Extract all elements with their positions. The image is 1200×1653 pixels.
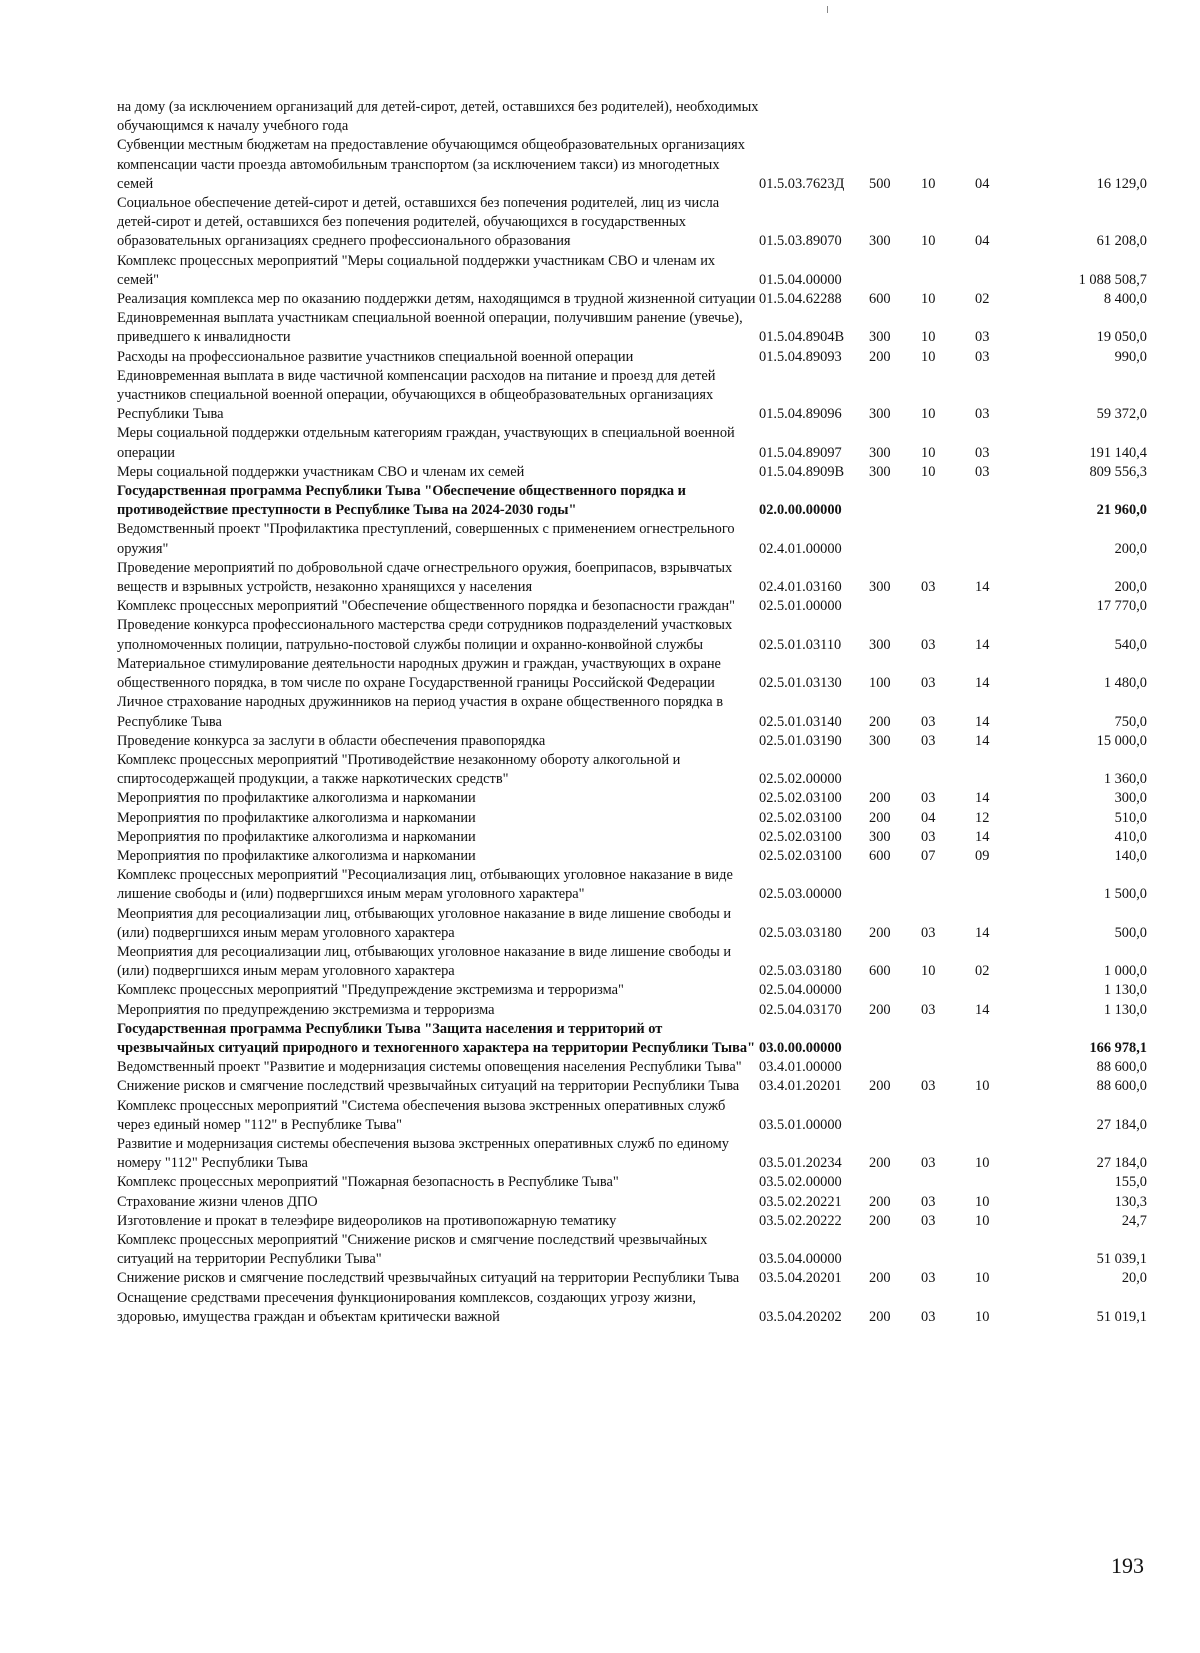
row-expense-type: 200 <box>869 1193 891 1210</box>
row-amount: 59 372,0 <box>1096 406 1147 423</box>
row-amount: 51 019,1 <box>1096 1308 1147 1325</box>
row-section: 10 <box>921 233 936 250</box>
row-name: Оснащение средствами пресечения функционирования комплексов, создающих угрозу жизни, здоровью, имущества граждан и объектам критически важной <box>117 1289 697 1325</box>
row-section: 10 <box>921 463 936 480</box>
table-row <box>117 559 1147 597</box>
row-amount: 1 130,0 <box>1103 1001 1147 1018</box>
row-name: Меры социальной поддержки отдельным категориям граждан, участвующих в специальной военной операции <box>117 425 735 461</box>
row-amount: 21 960,0 <box>1096 502 1147 519</box>
row-section: 10 <box>921 175 936 192</box>
row-code: 02.5.04.00000 <box>759 982 842 999</box>
row-code: 01.5.03.89070 <box>759 233 842 250</box>
table-row <box>117 1058 1147 1077</box>
row-subsection <box>975 981 1033 1000</box>
row-subsection <box>975 520 1033 558</box>
row-section: 03 <box>921 790 936 807</box>
row-code: 01.5.04.89097 <box>759 444 842 461</box>
row-code: 02.5.03.03180 <box>759 963 842 980</box>
row-name: Проведение конкурса профессионального мастерства среди сотрудников подразделений участковых уполномоченных полиции, патрульно-постовой службы полиции и охранно-конвойной службы <box>117 617 733 653</box>
table-row <box>117 290 1147 309</box>
row-subsection: 14 <box>975 924 990 941</box>
row-section: 10 <box>921 963 936 980</box>
row-subsection: 02 <box>975 291 990 308</box>
row-section: 03 <box>921 1270 936 1287</box>
row-expense-type: 200 <box>869 924 891 941</box>
table-row <box>117 1001 1147 1020</box>
row-name: Комплекс процессных мероприятий "Пожарная безопасность в Республике Тыва" <box>117 1174 619 1191</box>
table-row <box>117 847 1147 866</box>
row-name: Ведомственный проект "Развитие и модернизация системы оповещения населения Республики Тыва" <box>117 1059 742 1076</box>
row-name: Комплекс процессных мероприятий "Противодействие незаконному обороту алкогольной и спиртосодержащей продукции, а также наркотических средств" <box>117 751 681 788</box>
row-code: 03.5.02.00000 <box>759 1174 842 1191</box>
row-expense-type <box>869 597 921 616</box>
row-amount: 27 184,0 <box>1096 1155 1147 1172</box>
row-code: 03.4.01.20201 <box>759 1078 842 1095</box>
row-subsection: 03 <box>975 348 990 365</box>
row-section <box>921 1058 975 1077</box>
row-expense-type: 200 <box>869 1078 891 1095</box>
row-section: 03 <box>921 732 936 749</box>
budget-table <box>117 98 1147 1327</box>
row-section: 03 <box>921 1078 936 1095</box>
row-code: 02.4.01.00000 <box>759 540 842 557</box>
row-subsection: 14 <box>975 636 990 653</box>
row-section: 03 <box>921 579 936 596</box>
row-expense-type <box>869 482 921 520</box>
row-code: 02.5.03.03180 <box>759 924 842 941</box>
row-code: 02.5.02.03100 <box>759 828 842 845</box>
row-section <box>921 98 975 136</box>
row-amount: 24,7 <box>1121 1212 1147 1229</box>
row-subsection <box>975 1097 1033 1135</box>
row-expense-type: 300 <box>869 233 891 250</box>
row-amount: 809 556,3 <box>1089 463 1147 480</box>
row-expense-type: 300 <box>869 828 891 845</box>
row-amount: 1 130,0 <box>1103 982 1147 999</box>
row-name: Меры социальной поддержки участникам СВО и членам их семей <box>117 463 525 480</box>
row-subsection: 10 <box>975 1308 990 1325</box>
row-expense-type <box>869 1173 921 1192</box>
row-amount: 200,0 <box>1114 579 1147 596</box>
row-name: Изготовление и прокат в телеэфире видеороликов на противопожарную тематику <box>117 1212 617 1229</box>
row-subsection: 14 <box>975 675 990 692</box>
row-subsection: 10 <box>975 1193 990 1210</box>
row-name: Комплекс процессных мероприятий "Обеспечение общественного порядка и безопасности граждан" <box>117 598 735 615</box>
row-section <box>921 252 975 290</box>
row-amount: 200,0 <box>1114 540 1147 557</box>
row-expense-type: 600 <box>869 291 891 308</box>
row-name: Страхование жизни членов ДПО <box>117 1193 318 1210</box>
table-row <box>117 348 1147 367</box>
table-row <box>117 905 1147 943</box>
row-code: 02.5.01.00000 <box>759 598 842 615</box>
table-row <box>117 1193 1147 1212</box>
row-amount: 140,0 <box>1114 847 1147 864</box>
row-expense-type <box>869 1231 921 1269</box>
row-subsection <box>975 1173 1033 1192</box>
row-name: Материальное стимулирование деятельности народных дружин и граждан, участвующих в охране общественного порядка, в том числе по охране Государственной границы Российской Федерации <box>117 655 721 692</box>
row-amount: 750,0 <box>1114 713 1147 730</box>
row-expense-type: 200 <box>869 790 891 807</box>
table-row <box>117 463 1147 482</box>
row-amount: 19 050,0 <box>1096 329 1147 346</box>
row-code: 02.5.02.03100 <box>759 809 842 826</box>
row-expense-type: 300 <box>869 732 891 749</box>
row-subsection <box>975 866 1033 904</box>
row-code: 02.5.01.03190 <box>759 732 842 749</box>
budget-table-body <box>117 98 1147 1327</box>
row-section <box>921 751 975 789</box>
row-expense-type <box>869 981 921 1000</box>
row-expense-type: 600 <box>869 847 891 864</box>
row-section: 10 <box>921 291 936 308</box>
row-amount: 300,0 <box>1114 790 1147 807</box>
row-expense-type <box>869 1097 921 1135</box>
row-subsection: 03 <box>975 406 990 423</box>
row-subsection: 14 <box>975 579 990 596</box>
row-section: 03 <box>921 1308 936 1325</box>
row-subsection: 14 <box>975 828 990 845</box>
table-row <box>117 1212 1147 1231</box>
row-expense-type <box>869 1058 921 1077</box>
row-name: Личное страхование народных дружинников на период участия в охране общественного порядка в Республике Тыва <box>117 694 724 730</box>
row-subsection <box>975 1231 1033 1269</box>
row-subsection: 14 <box>975 790 990 807</box>
row-section <box>921 981 975 1000</box>
row-section: 03 <box>921 675 936 692</box>
row-subsection <box>975 482 1033 520</box>
row-expense-type: 600 <box>869 963 891 980</box>
table-row <box>117 616 1147 654</box>
row-code: 02.5.02.03100 <box>759 790 842 807</box>
table-row <box>117 655 1147 693</box>
table-row <box>117 597 1147 616</box>
row-amount: 61 208,0 <box>1096 233 1147 250</box>
row-amount: 1 360,0 <box>1103 771 1147 788</box>
table-row <box>117 482 1147 520</box>
row-section: 03 <box>921 1001 936 1018</box>
row-name: Государственная программа Республики Тыва "Обеспечение общественного порядка и противодействие преступности в Республике Тыва на 2024-2030 годы" <box>117 483 686 519</box>
row-code: 03.0.00.00000 <box>759 1039 842 1056</box>
row-expense-type: 300 <box>869 444 891 461</box>
row-section <box>921 597 975 616</box>
row-subsection: 03 <box>975 463 990 480</box>
row-subsection: 10 <box>975 1212 990 1229</box>
row-section <box>921 866 975 904</box>
row-amount: 130,3 <box>1114 1193 1147 1210</box>
table-row <box>117 1231 1147 1269</box>
row-subsection: 14 <box>975 1001 990 1018</box>
row-expense-type: 300 <box>869 329 891 346</box>
row-expense-type: 100 <box>869 675 891 692</box>
row-name: Мероприятия по предупреждению экстремизма и терроризма <box>117 1001 495 1018</box>
row-expense-type: 300 <box>869 636 891 653</box>
row-expense-type: 200 <box>869 1001 891 1018</box>
table-row <box>117 367 1147 425</box>
row-amount: 51 039,1 <box>1096 1251 1147 1268</box>
table-row <box>117 751 1147 789</box>
row-amount: 17 770,0 <box>1096 598 1147 615</box>
row-subsection: 04 <box>975 233 990 250</box>
row-amount: 500,0 <box>1114 924 1147 941</box>
row-name: Комплекс процессных мероприятий "Система обеспечения вызова экстренных оперативных служб через единый номер "112" в Республике Тыва" <box>117 1097 726 1133</box>
table-row <box>117 98 1147 136</box>
row-expense-type: 200 <box>869 1155 891 1172</box>
row-code: 02.5.01.03130 <box>759 675 842 692</box>
row-expense-type: 200 <box>869 809 891 826</box>
row-expense-type: 300 <box>869 463 891 480</box>
row-section: 03 <box>921 1212 936 1229</box>
row-code: 03.4.01.00000 <box>759 1059 842 1076</box>
row-name: Меоприятия для ресоциализации лиц, отбывающих уголовное наказание в виде лишение свободы и (или) подвергшихся иным мерам уголовного характера <box>117 905 732 941</box>
row-subsection: 09 <box>975 847 990 864</box>
table-row <box>117 1135 1147 1173</box>
row-section <box>921 520 975 558</box>
table-row <box>117 732 1147 751</box>
row-code: 01.5.04.8904В <box>759 329 845 346</box>
row-code: 03.5.02.20222 <box>759 1212 842 1229</box>
table-row <box>117 943 1147 981</box>
row-expense-type: 200 <box>869 348 891 365</box>
row-amount: 88 600,0 <box>1096 1078 1147 1095</box>
row-code: 02.5.04.03170 <box>759 1001 842 1018</box>
table-row <box>117 1289 1147 1327</box>
row-expense-type: 200 <box>869 1270 891 1287</box>
row-code: 02.5.01.03110 <box>759 636 842 653</box>
row-amount: 990,0 <box>1114 348 1147 365</box>
row-amount: 88 600,0 <box>1096 1059 1147 1076</box>
table-row <box>117 1020 1147 1058</box>
table-row <box>117 1173 1147 1192</box>
row-amount: 410,0 <box>1114 828 1147 845</box>
row-subsection <box>975 1020 1033 1058</box>
row-name: Проведение мероприятий по добровольной сдаче огнестрельного оружия, боеприпасов, взрывчатых веществ и взрывных устройств, незаконно хранящихся у населения <box>117 559 733 596</box>
row-name: Комплекс процессных мероприятий "Предупреждение экстремизма и терроризма" <box>117 982 624 999</box>
row-expense-type <box>869 751 921 789</box>
row-code: 01.5.03.7623Д <box>759 175 845 192</box>
row-expense-type <box>869 520 921 558</box>
row-subsection <box>975 1058 1033 1077</box>
table-row <box>117 1097 1147 1135</box>
table-row <box>117 828 1147 847</box>
row-section: 10 <box>921 329 936 346</box>
row-name: на дому (за исключением организаций для детей-сирот, детей, оставшихся без родителей), необходимых обучающимся к началу учебного года <box>117 99 759 135</box>
table-row <box>117 809 1147 828</box>
table-row <box>117 693 1147 731</box>
row-subsection <box>975 751 1033 789</box>
row-amount: 1 500,0 <box>1103 886 1147 903</box>
row-expense-type <box>869 1020 921 1058</box>
row-name: Снижение рисков и смягчение последствий чрезвычайных ситуаций на территории Республики Тыва <box>117 1270 740 1287</box>
row-name: Снижение рисков и смягчение последствий чрезвычайных ситуаций на территории Республики Тыва <box>117 1078 740 1095</box>
row-subsection: 10 <box>975 1155 990 1172</box>
row-subsection: 03 <box>975 444 990 461</box>
row-amount: 15 000,0 <box>1096 732 1147 749</box>
row-expense-type: 300 <box>869 406 891 423</box>
row-expense-type: 200 <box>869 1212 891 1229</box>
row-expense-type <box>869 98 921 136</box>
table-row <box>117 520 1147 558</box>
row-code: 02.5.02.03100 <box>759 847 842 864</box>
row-code <box>759 98 869 136</box>
row-name: Реализация комплекса мер по оказанию поддержки детям, находящимся в трудной жизненной ситуации <box>117 291 756 308</box>
row-name: Комплекс процессных мероприятий "Снижение рисков и смягчение последствий чрезвычайных ситуаций на территории Республики Тыва" <box>117 1231 708 1268</box>
row-amount: 1 088 508,7 <box>1078 271 1147 288</box>
scan-mark <box>827 6 828 13</box>
table-row <box>117 1077 1147 1096</box>
table-row <box>117 981 1147 1000</box>
row-section: 07 <box>921 847 936 864</box>
row-code: 01.5.04.89096 <box>759 406 842 423</box>
row-name: Развитие и модернизация системы обеспечения вызова экстренных оперативных служб по единому номеру "112" Республики Тыва <box>117 1135 729 1172</box>
table-row <box>117 252 1147 290</box>
row-name: Ведомственный проект "Профилактика преступлений, совершенных с применением огнестрельного оружия" <box>117 521 735 557</box>
row-expense-type: 300 <box>869 579 891 596</box>
table-row <box>117 136 1147 194</box>
row-name: Социальное обеспечение детей-сирот и детей, оставшихся без попечения родителей, лиц из числа детей-сирот и детей, оставшихся без попечения родителей, обучающихся в государственных образовательных организациях среднего профессионального образования <box>117 195 720 250</box>
row-code: 03.5.04.00000 <box>759 1251 842 1268</box>
row-section: 03 <box>921 1155 936 1172</box>
row-section <box>921 482 975 520</box>
row-subsection: 14 <box>975 713 990 730</box>
row-section <box>921 1231 975 1269</box>
row-amount: 191 140,4 <box>1089 444 1147 461</box>
row-name: Комплекс процессных мероприятий "Ресоциализация лиц, отбывающих уголовное наказание в виде лишение свободы и (или) подвергшихся иным мерам уголовного характера" <box>117 867 733 903</box>
row-expense-type <box>869 252 921 290</box>
row-name: Меоприятия для ресоциализации лиц, отбывающих уголовное наказание в виде лишение свободы и (или) подвергшихся иным мерам уголовного характера <box>117 943 732 980</box>
table-row <box>117 424 1147 462</box>
row-section: 10 <box>921 406 936 423</box>
table-row <box>117 194 1147 252</box>
row-section: 04 <box>921 809 936 826</box>
table-row <box>117 1269 1147 1288</box>
row-name: Государственная программа Республики Тыва "Защита населения и территорий от чрезвычайных ситуаций природного и техногенного характера на территории Республики Тыва" <box>117 1020 756 1056</box>
row-code: 03.5.01.20234 <box>759 1155 842 1172</box>
row-subsection <box>975 252 1033 290</box>
row-name: Проведение конкурса за заслуги в области обеспечения правопорядка <box>117 732 546 749</box>
row-amount <box>1033 98 1147 136</box>
row-code: 03.5.02.20221 <box>759 1193 842 1210</box>
table-row <box>117 789 1147 808</box>
row-code: 02.4.01.03160 <box>759 579 842 596</box>
table-row <box>117 309 1147 347</box>
table-row <box>117 866 1147 904</box>
row-code: 01.5.04.00000 <box>759 271 842 288</box>
row-code: 01.5.04.89093 <box>759 348 842 365</box>
row-subsection <box>975 597 1033 616</box>
row-name: Мероприятия по профилактике алкоголизма и наркомании <box>117 809 476 826</box>
page-number: 193 <box>1111 1553 1144 1578</box>
row-code: 02.5.02.00000 <box>759 771 842 788</box>
row-section: 10 <box>921 444 936 461</box>
row-name: Субвенции местным бюджетам на предоставление обучающимся общеобразовательных организациях компенсации части проезда автомобильным транспортом (за исключением такси) из многодетных семей <box>117 137 745 192</box>
row-code: 02.5.03.00000 <box>759 886 842 903</box>
row-code: 03.5.04.20201 <box>759 1270 842 1287</box>
row-amount: 166 978,1 <box>1089 1039 1147 1056</box>
row-name: Единовременная выплата в виде частичной компенсации расходов на питание и проезд для детей участников специальной военной операции, обучающихся в общеобразовательных организациях Республики Тыва <box>117 367 716 423</box>
row-name: Единовременная выплата участникам специальной военной операции, получившим ранение (увечье), приведшего к инвалидности <box>117 310 743 346</box>
row-amount: 20,0 <box>1121 1270 1147 1287</box>
row-subsection: 14 <box>975 732 990 749</box>
row-section <box>921 1020 975 1058</box>
row-code: 02.0.00.00000 <box>759 502 842 519</box>
row-subsection: 10 <box>975 1078 990 1095</box>
row-expense-type: 500 <box>869 175 891 192</box>
row-amount: 1 000,0 <box>1103 963 1147 980</box>
row-amount: 510,0 <box>1114 809 1147 826</box>
row-section: 03 <box>921 713 936 730</box>
row-name: Мероприятия по профилактике алкоголизма и наркомании <box>117 790 476 807</box>
row-subsection: 12 <box>975 809 990 826</box>
row-expense-type: 200 <box>869 713 891 730</box>
row-code: 02.5.01.03140 <box>759 713 842 730</box>
row-section: 03 <box>921 1193 936 1210</box>
row-section <box>921 1173 975 1192</box>
row-section <box>921 1097 975 1135</box>
row-amount: 155,0 <box>1114 1174 1147 1191</box>
row-subsection: 02 <box>975 963 990 980</box>
row-amount: 540,0 <box>1114 636 1147 653</box>
row-code: 03.5.01.00000 <box>759 1116 842 1133</box>
row-code: 03.5.04.20202 <box>759 1308 842 1325</box>
row-code: 01.5.04.8909В <box>759 463 845 480</box>
row-subsection: 04 <box>975 175 990 192</box>
row-amount: 16 129,0 <box>1096 175 1147 192</box>
row-subsection: 10 <box>975 1270 990 1287</box>
row-section: 03 <box>921 924 936 941</box>
row-expense-type <box>869 866 921 904</box>
row-amount: 27 184,0 <box>1096 1116 1147 1133</box>
row-name: Расходы на профессиональное развитие участников специальной военной операции <box>117 348 634 365</box>
row-subsection <box>975 98 1033 136</box>
row-amount: 1 480,0 <box>1103 675 1147 692</box>
row-name: Мероприятия по профилактике алкоголизма и наркомании <box>117 828 476 845</box>
row-code: 01.5.04.62288 <box>759 291 842 308</box>
row-amount: 8 400,0 <box>1103 291 1147 308</box>
row-section: 10 <box>921 348 936 365</box>
row-section: 03 <box>921 636 936 653</box>
row-expense-type: 200 <box>869 1308 891 1325</box>
row-subsection: 03 <box>975 329 990 346</box>
row-section: 03 <box>921 828 936 845</box>
row-name: Мероприятия по профилактике алкоголизма и наркомании <box>117 847 476 864</box>
row-name: Комплекс процессных мероприятий "Меры социальной поддержки участникам СВО и членам их семей" <box>117 252 716 288</box>
